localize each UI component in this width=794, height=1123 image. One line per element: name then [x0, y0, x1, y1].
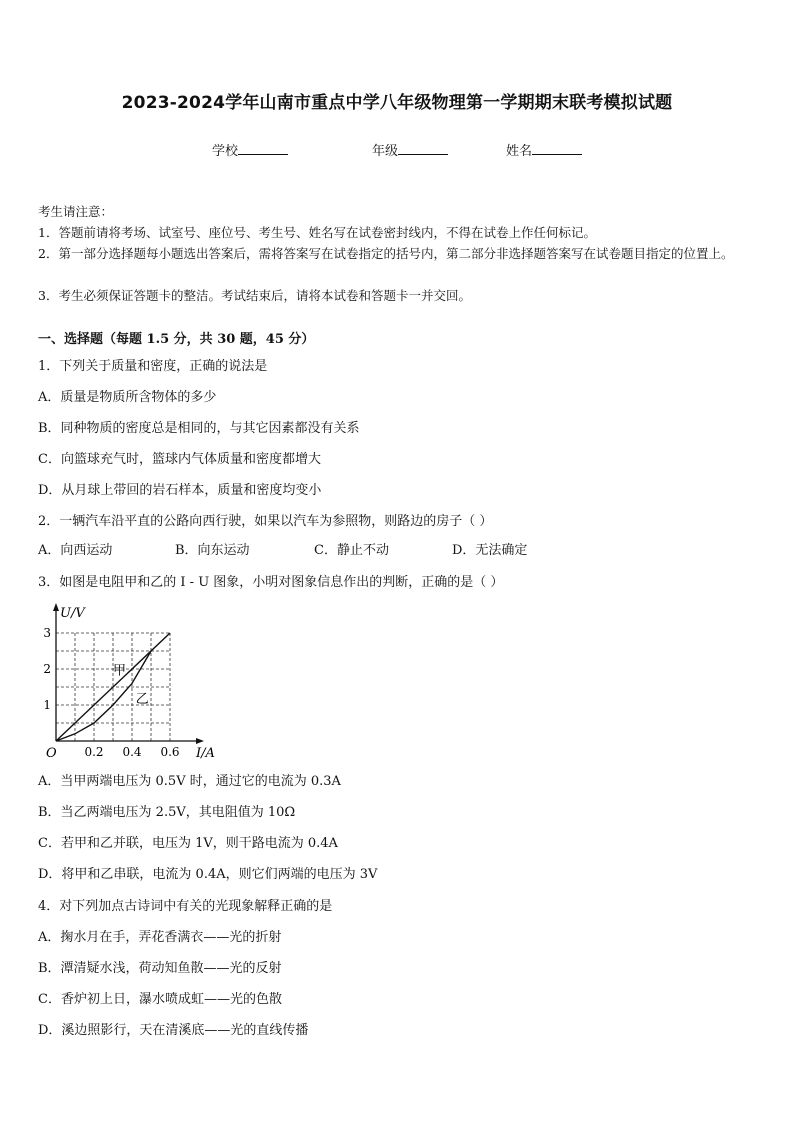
notice-item-1: 1．答题前请将考场、试室号、座位号、考生号、姓名写在试卷密封线内，不得在试卷上作任何标记。 — [38, 225, 596, 240]
x-tick-label: 0.2 — [84, 745, 104, 759]
name-field[interactable] — [506, 140, 582, 159]
school-field[interactable] — [212, 140, 288, 159]
q3-option-d: D．将甲和乙串联，电流为 0.4A，则它们两端的电压为 3V — [38, 867, 378, 882]
page-title: 2023-2024学年山南市重点中学八年级物理第一学期期末联考模拟试题 — [121, 93, 673, 113]
name-label: 姓名 — [506, 144, 533, 159]
origin-label: O — [46, 746, 57, 759]
school-label: 学校 — [212, 144, 239, 159]
q1-option-c: C．向篮球充气时，篮球内气体质量和密度都增大 — [38, 452, 321, 467]
q2-option-b: B．向东运动 — [175, 543, 250, 558]
x-tick-label: 0.6 — [160, 745, 180, 759]
notice-heading: 考生请注意： — [38, 204, 114, 219]
q1-stem: 1．下列关于质量和密度，正确的说法是 — [38, 359, 268, 374]
q1-option-d: D．从月球上带回的岩石样本，质量和密度均变小 — [38, 483, 322, 498]
x-tick-label: 0.4 — [122, 745, 142, 759]
grade-field[interactable] — [372, 140, 448, 159]
notice-item-3: 3．考生必须保证答题卡的整洁。考试结束后，请将本试卷和答题卡一并交回。 — [38, 288, 471, 303]
q2-stem: 2．一辆汽车沿平直的公路向西行驶，如果以汽车为参照物，则路边的房子（ ） — [38, 514, 493, 529]
q4-option-d: D．溪边照影行，天在清溪底——光的直线传播 — [38, 1023, 309, 1038]
y-axis-label: U/V — [60, 606, 85, 621]
x-axis-label: I/A — [196, 746, 215, 759]
series-jia-label: 甲 — [113, 663, 127, 679]
q4-option-c: C．香炉初上日，瀑水喷成虹——光的色散 — [38, 992, 282, 1007]
q4-option-b: B．潭清疑水浅，荷动知鱼散——光的反射 — [38, 961, 282, 976]
y-tick-label: 3 — [43, 626, 51, 640]
q3-option-c: C．若甲和乙并联，电压为 1V，则干路电流为 0.4A — [38, 836, 338, 851]
q1-option-a: A．质量是物质所含物体的多少 — [38, 390, 217, 405]
iu-chart — [38, 603, 218, 759]
q3-option-a: A．当甲两端电压为 0.5V 时，通过它的电流为 0.3A — [38, 774, 341, 789]
q1-option-b: B．同种物质的密度总是相同的，与其它因素都没有关系 — [38, 421, 360, 436]
q3-option-b: B．当乙两端电压为 2.5V，其电阻值为 10Ω — [38, 805, 296, 820]
y-tick-label: 2 — [43, 662, 51, 676]
q3-stem: 3．如图是电阻甲和乙的 I - U 图象，小明对图象信息作出的判断，正确的是（ ） — [38, 575, 504, 590]
section-heading: 一、选择题（每题 1.5 分，共 30 题，45 分） — [38, 332, 315, 347]
q4-stem: 4．对下列加点古诗词中有关的光现象解释正确的是 — [38, 899, 333, 914]
series-yi-label: 乙 — [135, 692, 149, 708]
x-axis-arrow — [196, 738, 204, 744]
q2-option-d: D．无法确定 — [452, 543, 528, 558]
grade-label: 年级 — [372, 144, 399, 159]
name-blank[interactable] — [532, 142, 582, 155]
grade-blank[interactable] — [398, 142, 448, 155]
notice-item-2: 2．第一部分选择题每小题选出答案后，需将答案写在试卷指定的括号内，第二部分非选择题答案写在试卷题目指定的位置上。 — [38, 246, 734, 261]
q2-option-a: A．向西运动 — [38, 543, 113, 558]
y-tick-label: 1 — [43, 698, 51, 712]
q2-option-c: C．静止不动 — [314, 543, 389, 558]
y-axis-arrow — [53, 603, 59, 611]
q4-option-a: A．掬水月在手，弄花香满衣——光的折射 — [38, 930, 282, 945]
school-blank[interactable] — [238, 142, 288, 155]
